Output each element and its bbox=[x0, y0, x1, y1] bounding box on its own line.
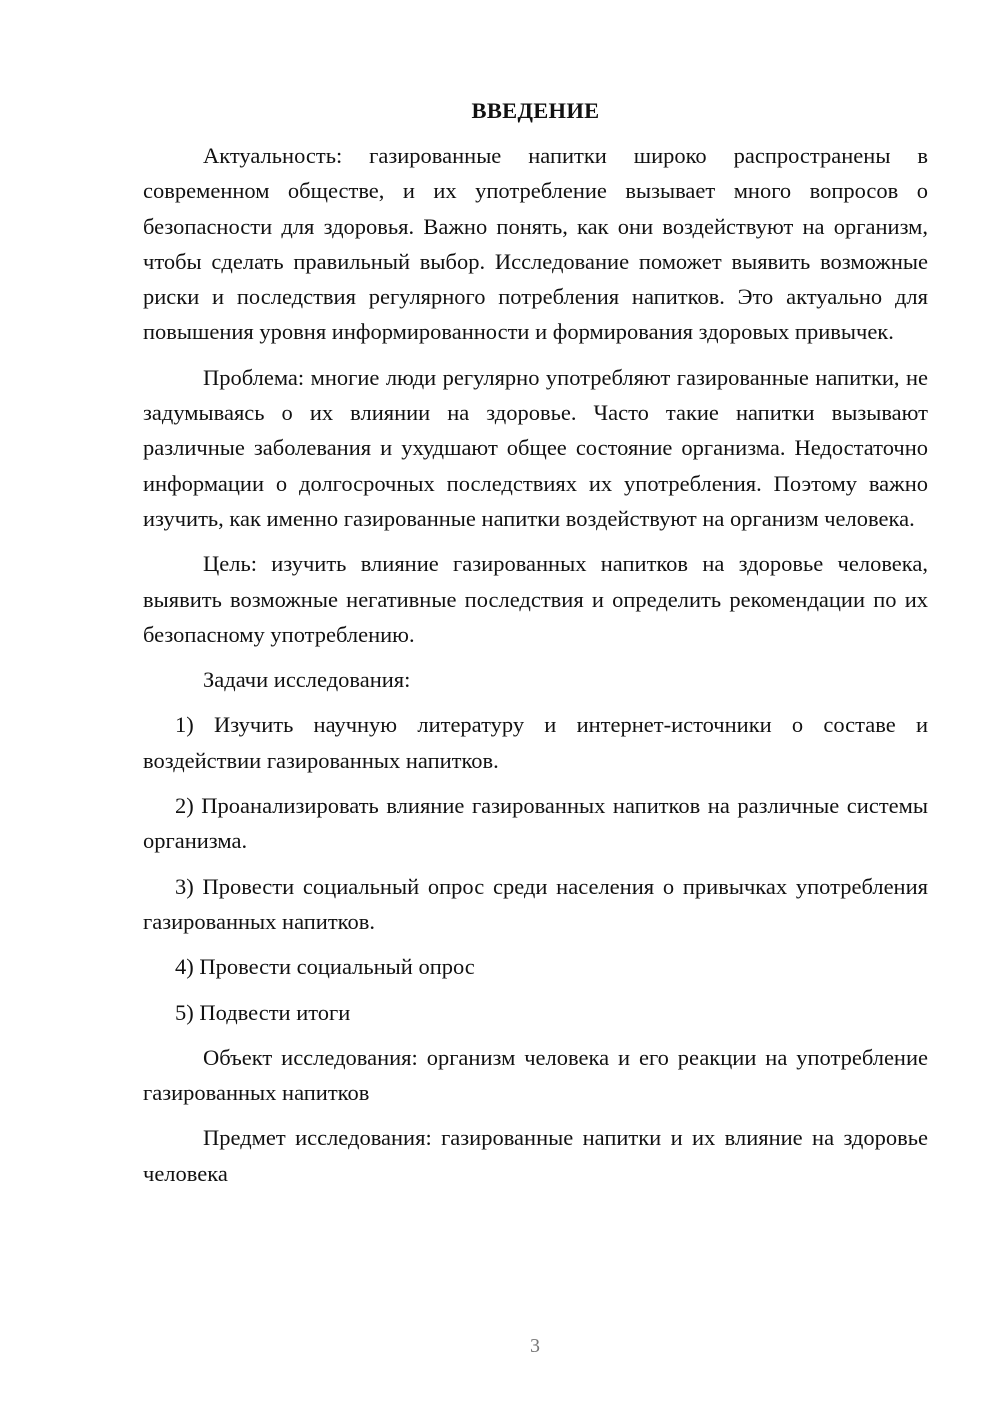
task-item-4: 4) Провести социальный опрос bbox=[175, 954, 475, 980]
page-number: 3 bbox=[530, 1335, 540, 1357]
task-item-5: 5) Подвести итоги bbox=[175, 999, 351, 1025]
problem-paragraph: Проблема: многие люди регулярно употребляют газированные напитки, не задумываясь о их влиянии на здоровье. Часто такие напитки вызывают различные заболевания и ухудшают общее состояние организма. Недостаточно информации о долгосрочных последствиях их употребления. Поэтому важно изучить, как именно газированные напитки воздействуют на организм человека. bbox=[143, 364, 928, 531]
section-heading: ВВЕДЕНИЕ bbox=[471, 98, 600, 123]
task-item-1: 1) Изучить научную литературу и интернет-источники о составе и воздействии газированных напитков. bbox=[143, 712, 928, 773]
task-item-2: 2) Проанализировать влияние газированных напитков на различные системы организма. bbox=[143, 793, 928, 854]
task-item-3: 3) Провести социальный опрос среди населения о привычках употребления газированных напитков. bbox=[143, 873, 928, 934]
page-content bbox=[143, 96, 928, 1201]
tasks-title: Задачи исследования: bbox=[203, 667, 411, 693]
goal-paragraph: Цель: изучить влияние газированных напитков на здоровье человека, выявить возможные негативные последствия и определить рекомендации по их безопасному употреблению. bbox=[143, 551, 928, 647]
object-paragraph: Объект исследования: организм человека и его реакции на употребление газированных напитков bbox=[143, 1044, 928, 1106]
relevance-paragraph: Актуальность: газированные напитки широко распространены в современном обществе, и их употребление вызывает много вопросов о безопасности для здоровья. Важно понять, как они воздействуют на организм, чтобы сделать правильный выбор. Исследование поможет выявить возможные риски и последствия регулярного потребления напитков. Это актуально для повышения уровня информированности и формирования здоровых привычек. bbox=[143, 143, 928, 345]
subject-paragraph: Предмет исследования: газированные напитки и их влияние на здоровье человека bbox=[143, 1125, 928, 1186]
